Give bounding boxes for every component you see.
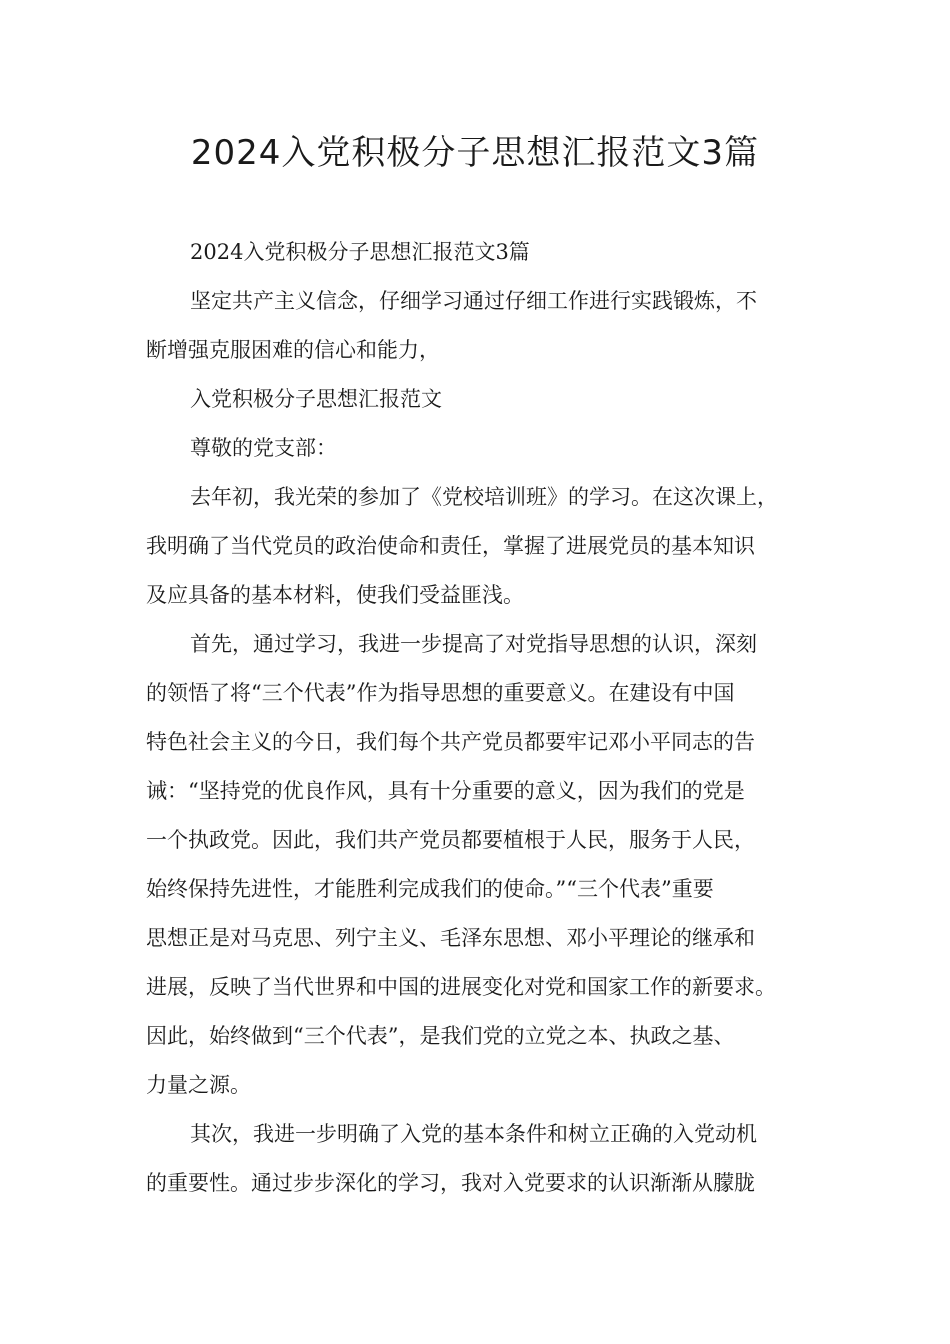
paragraph: [146, 626, 816, 1116]
text-line: 进展，反映了当代世界和中国的进展变化对党和国家工作的新要求。: [146, 975, 776, 999]
text-line: 始终保持先进性，才能胜利完成我们的使命。”“三个代表”重要: [146, 877, 714, 901]
text-line: 特色社会主义的今日，我们每个共产党员都要牢记邓小平同志的告: [146, 730, 755, 754]
text-line: 断增强克服困难的信心和能力，: [146, 338, 440, 362]
paragraph: [146, 430, 816, 479]
text-line: 2024入党积极分子思想汇报范文3篇: [190, 240, 530, 264]
text-line: 因此，始终做到“三个代表”，是我们党的立党之本、执政之基、: [146, 1024, 735, 1048]
paragraph: [146, 1116, 816, 1214]
text-line: 力量之源。: [146, 1073, 251, 1097]
text-line: 其次，我进一步明确了入党的基本条件和树立正确的入党动机: [190, 1122, 757, 1146]
text-line: 入党积极分子思想汇报范文: [190, 387, 442, 411]
document-body: [146, 234, 816, 1214]
text-line: 首先，通过学习，我进一步提高了对党指导思想的认识，深刻: [190, 632, 757, 656]
text-line: 的重要性。通过步步深化的学习，我对入党要求的认识渐渐从朦胧: [146, 1171, 755, 1195]
text-line: 及应具备的基本材料，使我们受益匪浅。: [146, 583, 524, 607]
text-line: 我明确了当代党员的政治使命和责任，掌握了进展党员的基本知识: [146, 534, 755, 558]
text-line: 去年初，我光荣的参加了《党校培训班》的学习。在这次课上，: [190, 485, 778, 509]
text-line: 坚定共产主义信念，仔细学习通过仔细工作进行实践锻炼，不: [190, 289, 757, 313]
text-line: 诫：“坚持党的优良作风，具有十分重要的意义，因为我们的党是: [146, 779, 745, 803]
paragraph: [146, 283, 816, 381]
text-line: 尊敬的党支部：: [190, 436, 337, 460]
document-title: 2024入党积极分子思想汇报范文3篇: [190, 133, 760, 173]
paragraph: [146, 479, 816, 626]
text-line: 一个执政党。因此，我们共产党员都要植根于人民，服务于人民，: [146, 828, 755, 852]
text-line: 思想正是对马克思、列宁主义、毛泽东思想、邓小平理论的继承和: [146, 926, 755, 950]
text-line: 的领悟了将“三个代表”作为指导思想的重要意义。在建设有中国: [146, 681, 735, 705]
paragraph: [146, 381, 816, 430]
paragraph: [146, 234, 816, 283]
